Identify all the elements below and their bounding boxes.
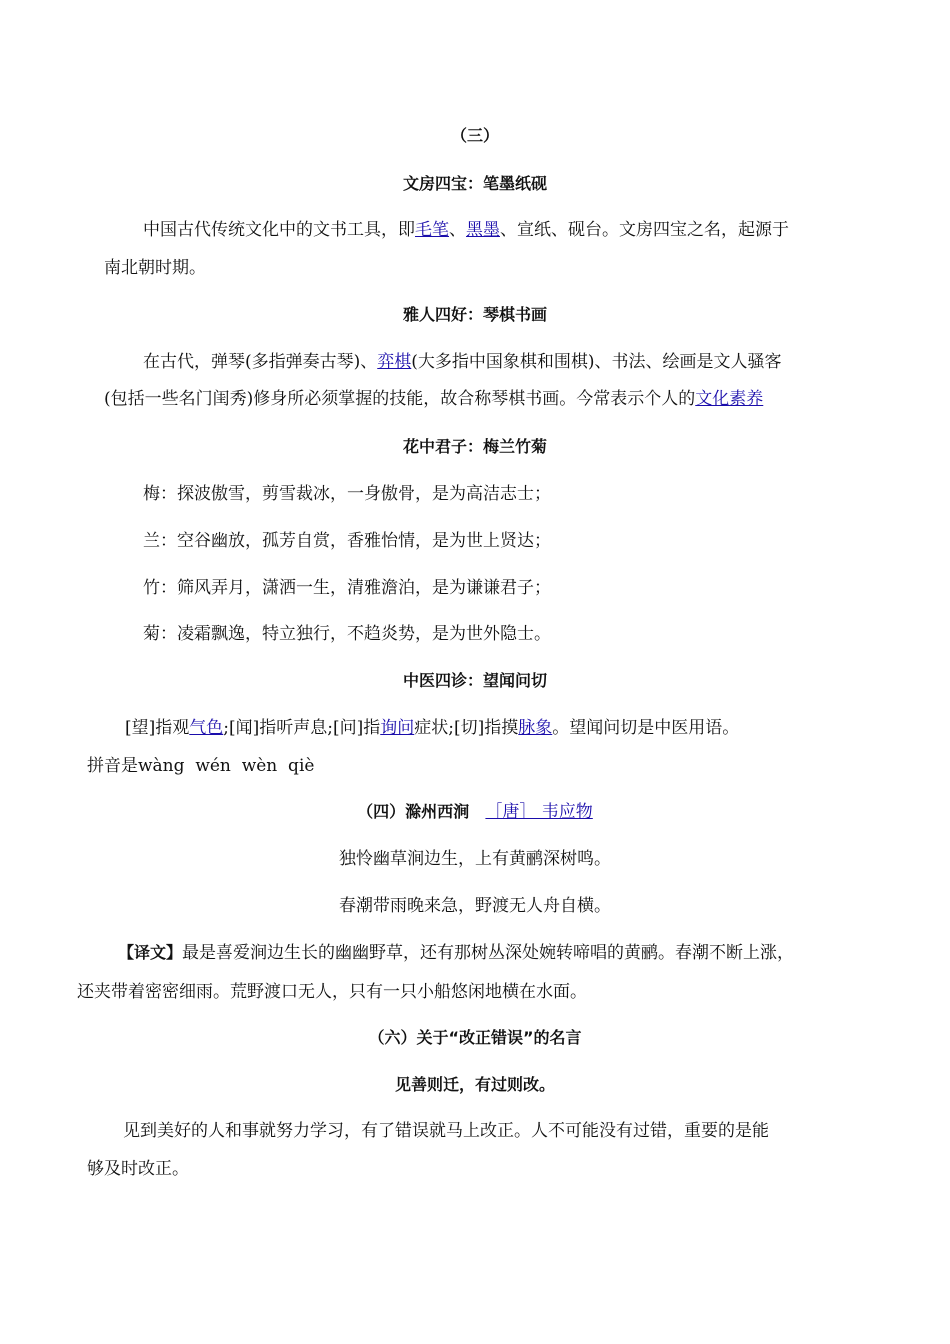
- wenfang-line-1: [143, 218, 789, 242]
- link-poem-author[interactable]: ［唐］ 韦应物: [485, 802, 593, 822]
- yaren-text-c: (包括一些名门闺秀)修身所必须掌握的技能，故合称琴棋书画。今常表示个人的: [104, 389, 696, 409]
- link-heimo[interactable]: 黑墨: [466, 220, 500, 240]
- yaren-line-1: [143, 350, 782, 374]
- link-wenhua-suyang[interactable]: 文化素养: [695, 389, 764, 409]
- link-maobi[interactable]: 毛笔: [415, 220, 449, 240]
- huazhong-mei: 梅：探波傲雪，剪雪裁冰，一身傲骨，是为高洁志士；: [143, 484, 551, 504]
- quote-explanation-line-2: 够及时改正。: [87, 1159, 189, 1179]
- zhongyi-text-d: 。望闻问切是中医用语。: [552, 718, 740, 738]
- poem-header: [0, 800, 950, 824]
- zhongyi-pinyin: 拼音是wàng wén wèn qiè: [87, 756, 315, 776]
- zhongyi-text-c: 症状;[切]指摸: [414, 718, 519, 738]
- yaren-text-a: 在古代，弹琴(多指弹奏古琴)、: [143, 352, 378, 372]
- yaren-text-b: (大多指中国象棋和围棋)、书法、绘画是文人骚客: [411, 352, 782, 372]
- quote-line: 见善则迁，有过则改。: [394, 1075, 555, 1094]
- section-six-heading: （六）关于“改正错误”的名言: [368, 1028, 582, 1047]
- zhongyi-line-1: [125, 716, 739, 740]
- huazhong-zhu: 竹：筛风弄月，潇洒一生，清雅澹泊，是为谦谦君子；: [143, 578, 551, 598]
- section-three-heading: （三）: [450, 126, 499, 145]
- poem-title: （四）滁州西涧: [357, 802, 470, 821]
- poem-line-1: 独怜幽草涧边生，上有黄鹂深树鸣。: [339, 849, 611, 869]
- poem-line-2: 春潮带雨晚来急，野渡无人舟自横。: [339, 896, 611, 916]
- link-qise[interactable]: 气色: [189, 718, 224, 738]
- yaren-title: 雅人四好：琴棋书画: [402, 305, 547, 324]
- zhongyi-text-a: [望]指观: [125, 718, 190, 738]
- wenfang-line-2: 南北朝时期。: [104, 258, 206, 278]
- wenfang-text-b: 、宣纸、砚台。文房四宝之名，起源于: [500, 220, 789, 240]
- poem-translation-line-2: 还夹带着密密细雨。荒野渡口无人，只有一只小船悠闲地横在水面。: [77, 982, 587, 1002]
- wenfang-title: 文房四宝：笔墨纸砚: [402, 174, 547, 193]
- huazhong-ju: 菊：凌霜飘逸，特立独行，不趋炎势，是为世外隐士。: [143, 624, 551, 644]
- link-xunwen[interactable]: 询问: [380, 718, 415, 738]
- zhongyi-text-b: ;[闻]指听声息;[问]指: [223, 718, 381, 738]
- zhongyi-title: 中医四诊：望闻问切: [402, 671, 547, 690]
- yaren-line-2: [104, 387, 763, 411]
- link-maixiang[interactable]: 脉象: [518, 718, 553, 738]
- huazhong-title: 花中君子：梅兰竹菊: [402, 437, 547, 456]
- poem-translation-line-1: [118, 941, 794, 965]
- link-yiqi[interactable]: 弈棋: [377, 352, 412, 372]
- quote-explanation-line-1: 见到美好的人和事就努力学习，有了错误就马上改正。人不可能没有过错，重要的是能: [123, 1121, 769, 1141]
- translation-text-a: 最是喜爱涧边生长的幽幽野草，还有那树丛深处婉转啼唱的黄鹂。春潮不断上涨，: [182, 943, 795, 963]
- wenfang-sep: 、: [449, 220, 466, 240]
- huazhong-lan: 兰：空谷幽放，孤芳自赏，香雅怡情，是为世上贤达；: [143, 531, 551, 551]
- wenfang-text-a: 中国古代传统文化中的文书工具，即: [143, 220, 415, 240]
- translation-label: 【译文】: [118, 943, 183, 962]
